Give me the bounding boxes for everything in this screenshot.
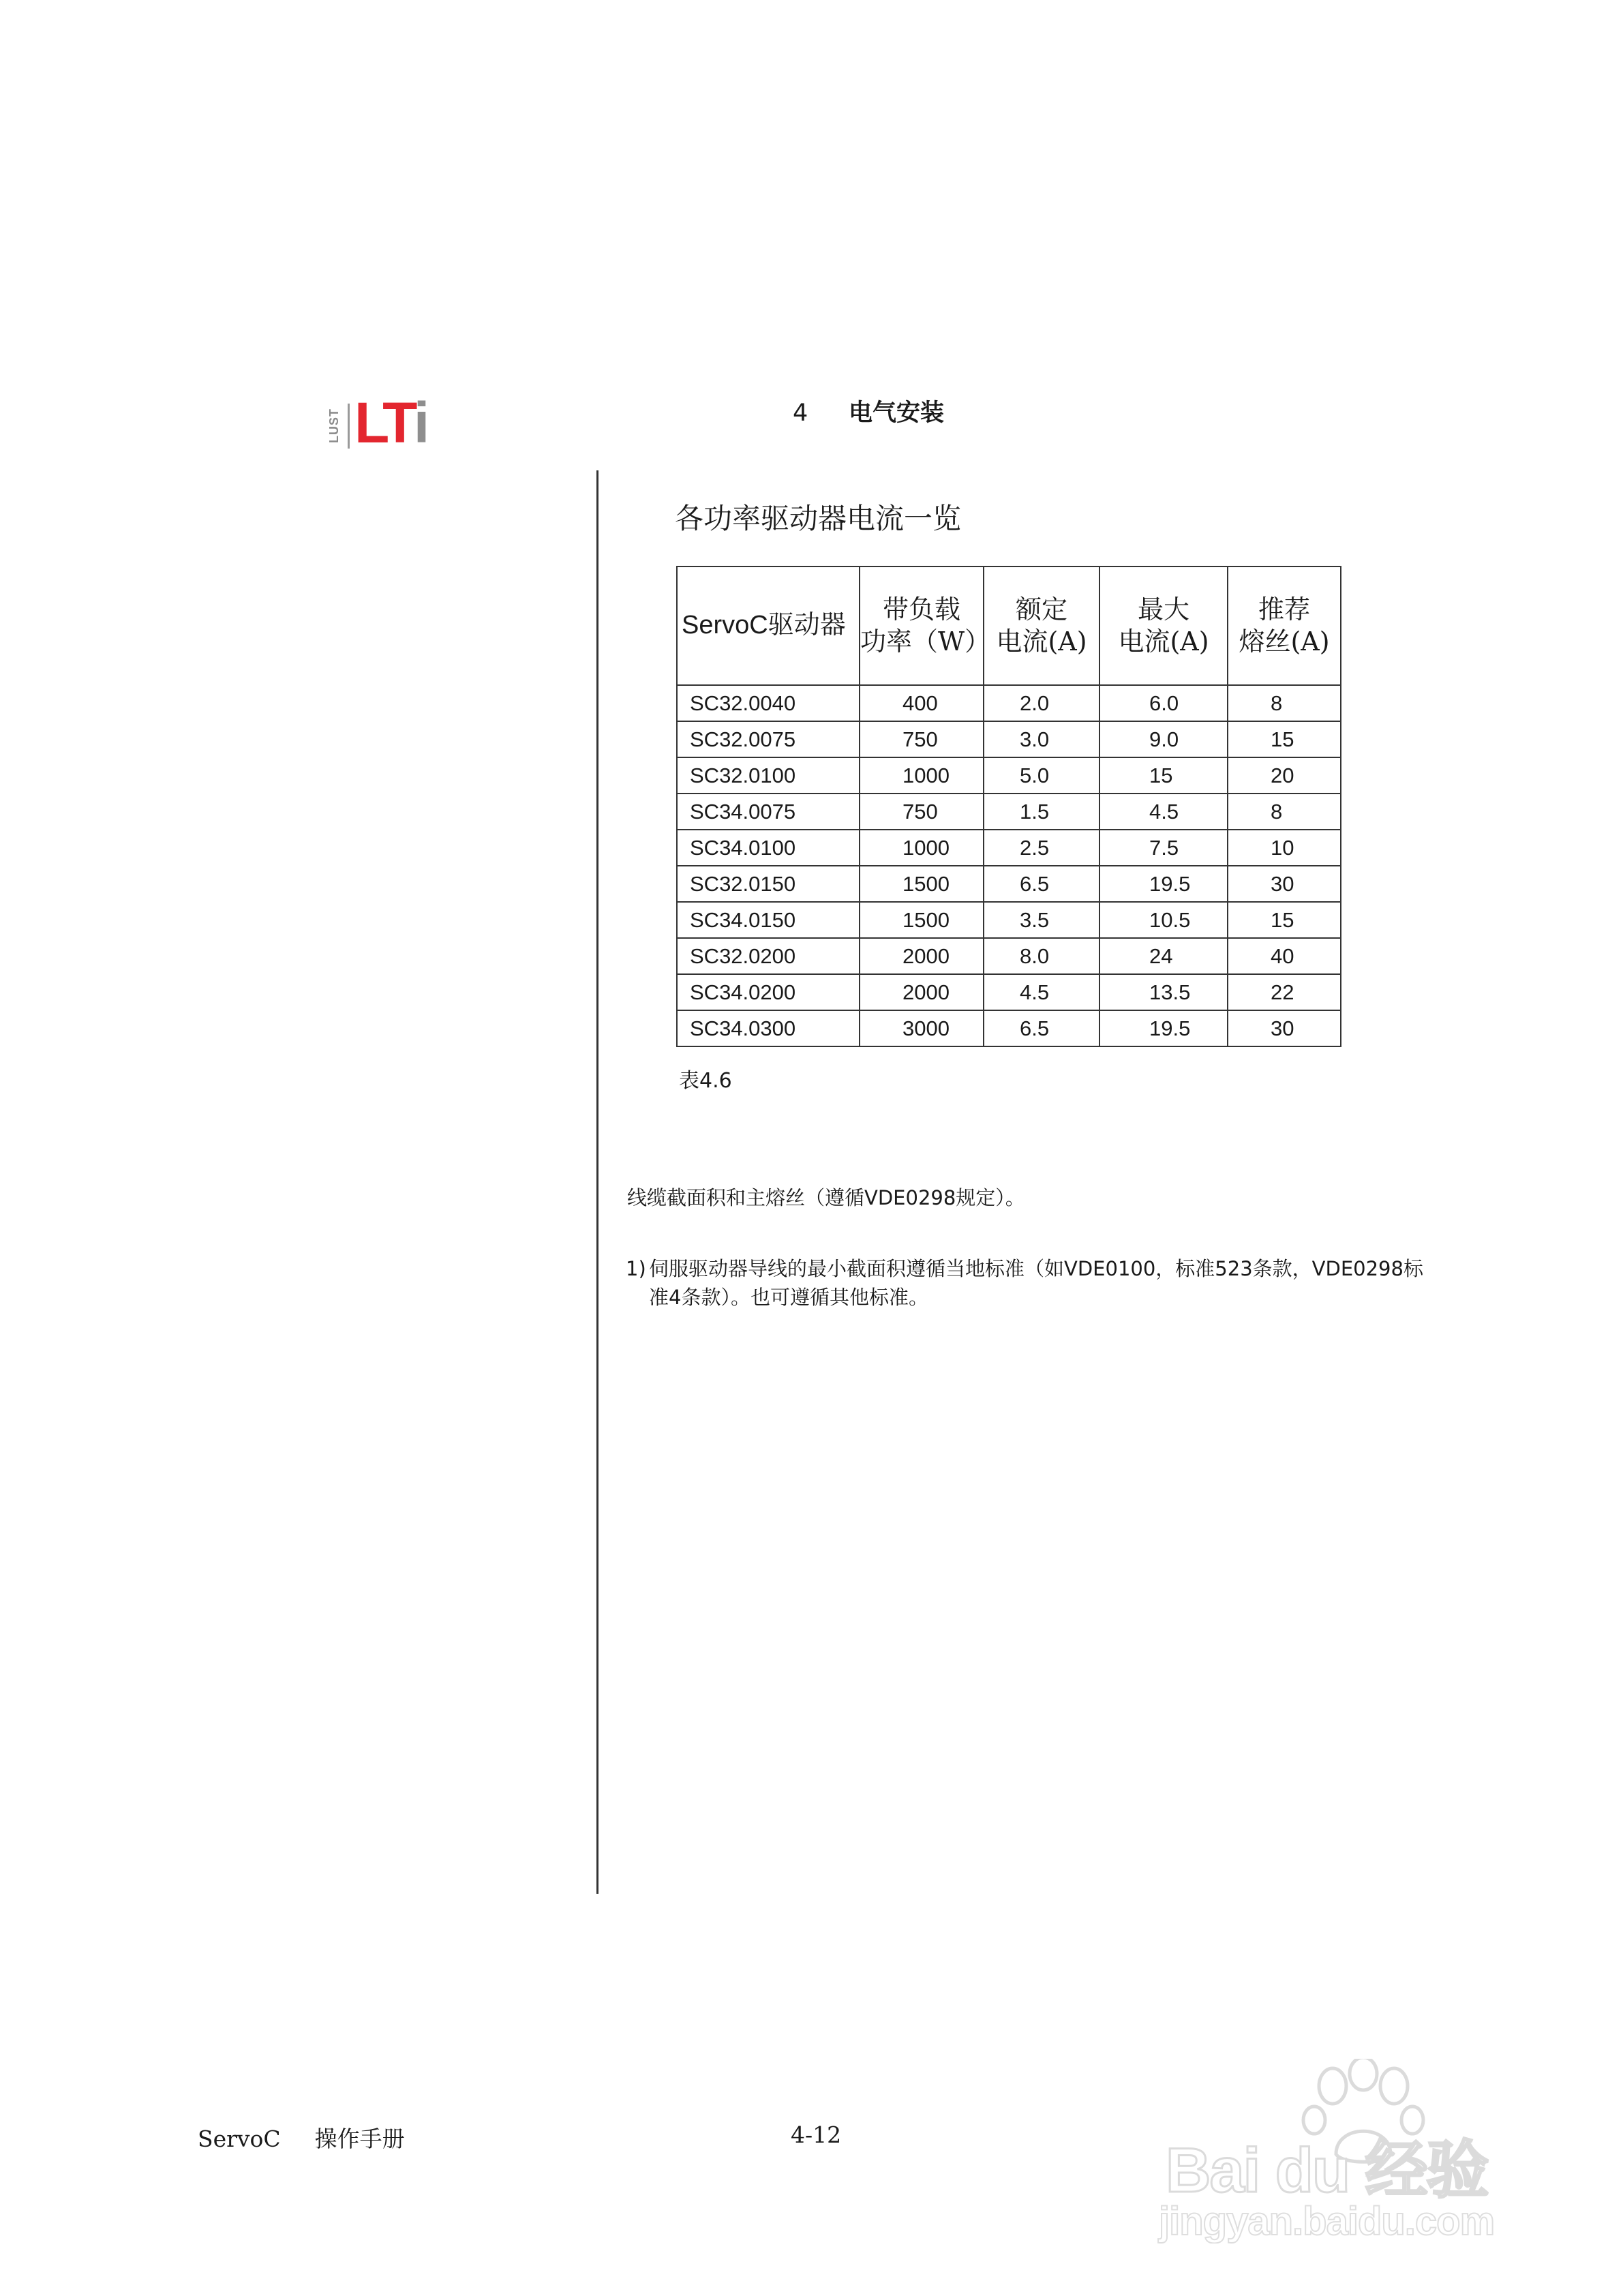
cell-fuse: 10	[1228, 830, 1341, 866]
cell-power: 400	[860, 685, 984, 721]
header-max-line1: 最大	[1137, 594, 1189, 624]
cell-model: SC34.0150	[677, 902, 860, 938]
cell-power: 750	[860, 794, 984, 830]
footnote-line1	[626, 1254, 1498, 1283]
cell-max: 13.5	[1099, 974, 1228, 1010]
cell-rated: 5.0	[984, 757, 1099, 794]
table-row	[677, 1010, 1341, 1046]
cell-max: 7.5	[1099, 830, 1228, 866]
table-row	[677, 866, 1341, 902]
header-rated-current	[984, 567, 1099, 685]
cell-rated: 6.5	[984, 866, 1099, 902]
cell-max: 15	[1099, 757, 1228, 794]
cell-rated: 3.0	[984, 721, 1099, 757]
table-caption: 表4.6	[679, 1069, 732, 1093]
cell-rated: 2.5	[984, 830, 1099, 866]
header-drive	[677, 567, 860, 685]
page-number: 4-12	[791, 2121, 842, 2148]
cell-rated: 8.0	[984, 938, 1099, 974]
baidu-watermark	[1152, 2059, 1534, 2250]
header-fuse-line1: 推荐	[1258, 594, 1310, 624]
cell-power: 1000	[860, 830, 984, 866]
table-header-row	[677, 567, 1341, 685]
logo-separator	[348, 404, 350, 449]
header-rated-line2: 电流(A)	[996, 626, 1087, 656]
logo-lt: LT	[354, 391, 414, 455]
header-fuse	[1228, 567, 1341, 685]
cell-fuse: 40	[1228, 938, 1341, 974]
footer-manual-title: 操作手册	[314, 2126, 405, 2152]
cell-max: 10.5	[1099, 902, 1228, 938]
header-power-line1: 带负载	[882, 594, 960, 624]
cell-model: SC34.0300	[677, 1010, 860, 1046]
lti-logo	[327, 391, 464, 455]
cell-model: SC32.0100	[677, 757, 860, 794]
table-title: 各功率驱动器电流一览	[675, 502, 962, 535]
cell-power: 750	[860, 721, 984, 757]
header-rated-line1: 额定	[1015, 594, 1067, 624]
chapter-number: 4	[793, 399, 808, 427]
cell-max: 4.5	[1099, 794, 1228, 830]
cell-fuse: 8	[1228, 685, 1341, 721]
cable-fuse-paragraph: 线缆截面积和主熔丝（遵循VDE0298规定）。	[627, 1186, 1025, 1209]
table-row	[677, 938, 1341, 974]
header-max-current	[1099, 567, 1228, 685]
current-table	[676, 566, 1341, 1047]
footnote-number: 1)	[626, 1257, 646, 1280]
table-row	[677, 721, 1341, 757]
cell-fuse: 22	[1228, 974, 1341, 1010]
watermark-brand: Bai du 经验	[1166, 2136, 1488, 2205]
cell-fuse: 30	[1228, 1010, 1341, 1046]
cell-power: 1500	[860, 866, 984, 902]
footnote-text1: 伺服驱动器导线的最小截面积遵循当地标准（如VDE0100，标准523条款，VDE0298标	[649, 1257, 1423, 1280]
header-max-line2: 电流(A)	[1118, 626, 1209, 656]
margin-divider	[596, 470, 598, 1894]
cell-model: SC32.0200	[677, 938, 860, 974]
cell-max: 6.0	[1099, 685, 1228, 721]
cell-power: 2000	[860, 938, 984, 974]
table-row	[677, 685, 1341, 721]
cell-max: 19.5	[1099, 866, 1228, 902]
footnote	[626, 1254, 1498, 1312]
cell-fuse: 15	[1228, 721, 1341, 757]
cell-power: 2000	[860, 974, 984, 1010]
cell-model: SC34.0075	[677, 794, 860, 830]
cell-rated: 3.5	[984, 902, 1099, 938]
header-power-line2: 功率（W）	[860, 626, 991, 656]
cell-max: 19.5	[1099, 1010, 1228, 1046]
table-body	[677, 685, 1341, 1046]
cell-max: 9.0	[1099, 721, 1228, 757]
logo-lti-text	[354, 391, 427, 455]
header-fuse-line2: 熔丝(A)	[1239, 626, 1330, 656]
header-drive-text: ServoC驱动器	[682, 611, 846, 640]
cell-power: 1000	[860, 757, 984, 794]
logo-i: i	[413, 391, 427, 455]
header-power	[860, 567, 991, 685]
cell-rated: 2.0	[984, 685, 1099, 721]
cell-power: 1500	[860, 902, 984, 938]
table-row	[677, 902, 1341, 938]
cell-rated: 6.5	[984, 1010, 1099, 1046]
cell-rated: 4.5	[984, 974, 1099, 1010]
cell-rated: 1.5	[984, 794, 1099, 830]
chapter-title: 电气安装	[849, 399, 945, 427]
cell-model: SC34.0100	[677, 830, 860, 866]
cell-power: 3000	[860, 1010, 984, 1046]
cell-fuse: 8	[1228, 794, 1341, 830]
cell-fuse: 15	[1228, 902, 1341, 938]
table-row	[677, 974, 1341, 1010]
logo-lust-text: LUST	[327, 408, 341, 444]
cell-fuse: 30	[1228, 866, 1341, 902]
table-row	[677, 794, 1341, 830]
footer-manual	[198, 2121, 405, 2154]
cell-model: SC32.0150	[677, 866, 860, 902]
watermark-url: jingyan.baidu.com	[1159, 2199, 1495, 2244]
cell-model: SC32.0040	[677, 685, 860, 721]
cell-max: 24	[1099, 938, 1228, 974]
cell-model: SC34.0200	[677, 974, 860, 1010]
cell-fuse: 20	[1228, 757, 1341, 794]
footer-product: ServoC	[198, 2126, 281, 2152]
table-row	[677, 757, 1341, 794]
table-row	[677, 830, 1341, 866]
chapter-heading	[793, 394, 944, 428]
cell-model: SC32.0075	[677, 721, 860, 757]
footnote-line2: 准4条款）。也可遵循其他标准。	[649, 1286, 928, 1309]
